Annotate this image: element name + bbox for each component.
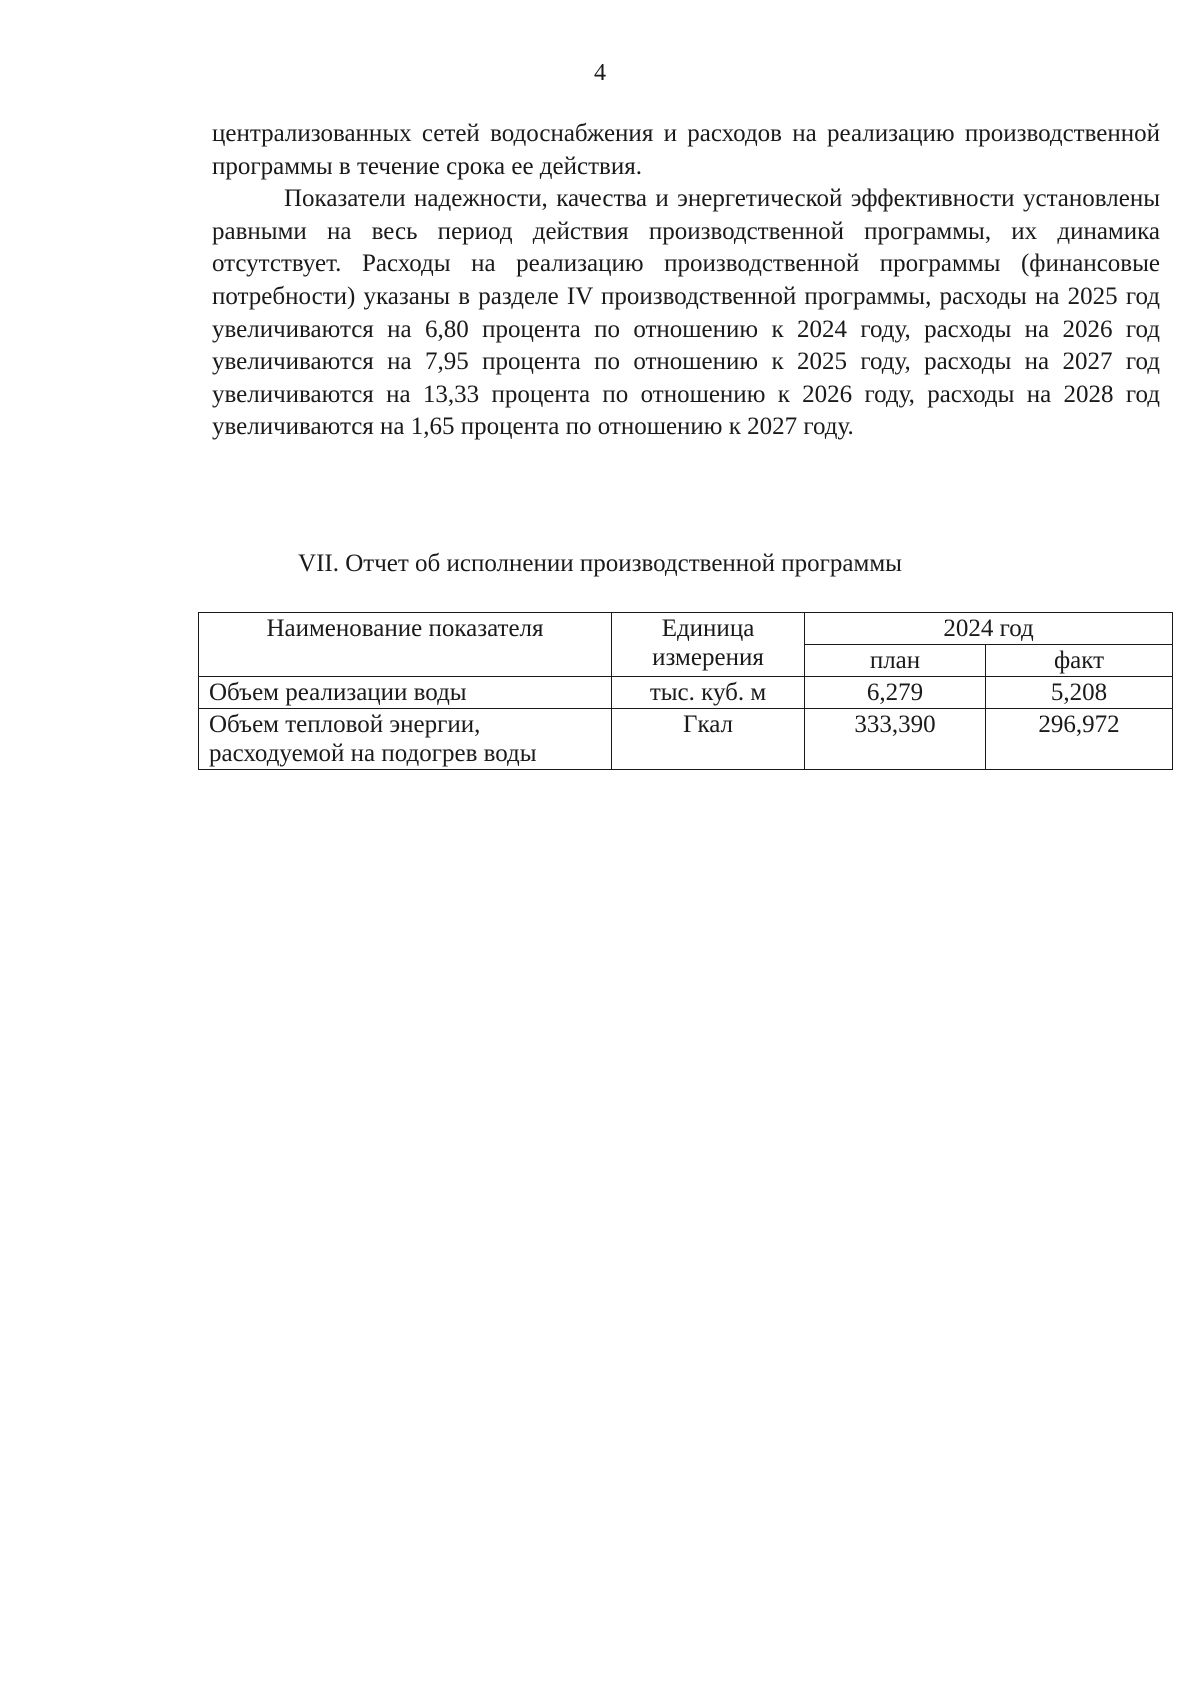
header-fact: факт	[986, 645, 1173, 677]
table-row	[199, 709, 1173, 770]
row-plan-value: 333,390	[805, 709, 986, 770]
header-year: 2024 год	[805, 613, 1173, 645]
row-unit: Гкал	[612, 709, 805, 770]
body-text	[212, 118, 1160, 444]
section-heading: VII. Отчет об исполнении производственной программы	[298, 550, 902, 577]
paragraph-indicators-and-expenses: Показатели надежности, качества и энергетической эффективности установлены равными на весь период действия производственной программы, их динамика отсутствует. Расходы на реализацию производственной программы (финансовые потребности) указаны в разделе IV производственной программы, расходы на 2025 год увеличиваются на 6,80 процента по отношению к 2024 году, расходы на 2026 год увеличиваются на 7,95 процента по отношению к 2025 году, расходы на 2027 год увеличиваются на 13,33 процента по отношению к 2026 году, расходы на 2028 год увеличиваются на 1,65 процента по отношению к 2027 году.	[212, 185, 1160, 441]
header-indicator-name: Наименование показателя	[199, 613, 612, 677]
table-header-row	[199, 613, 1173, 645]
row-fact-value: 5,208	[986, 677, 1173, 709]
page-number: 4	[594, 60, 606, 86]
program-execution-report-table	[198, 612, 1173, 770]
paragraph-water-network-costs: централизованных сетей водоснабжения и расходов на реализацию производственной программы в течение срока ее действия.	[212, 120, 1160, 180]
row-fact-value: 296,972	[986, 709, 1173, 770]
row-unit: тыс. куб. м	[612, 677, 805, 709]
row-indicator-name: Объем реализации воды	[199, 677, 612, 709]
table-row	[199, 677, 1173, 709]
header-plan: план	[805, 645, 986, 677]
row-plan-value: 6,279	[805, 677, 986, 709]
header-unit: Единица измерения	[612, 613, 805, 677]
row-indicator-name: Объем тепловой энергии, расходуемой на подогрев воды	[199, 709, 612, 770]
